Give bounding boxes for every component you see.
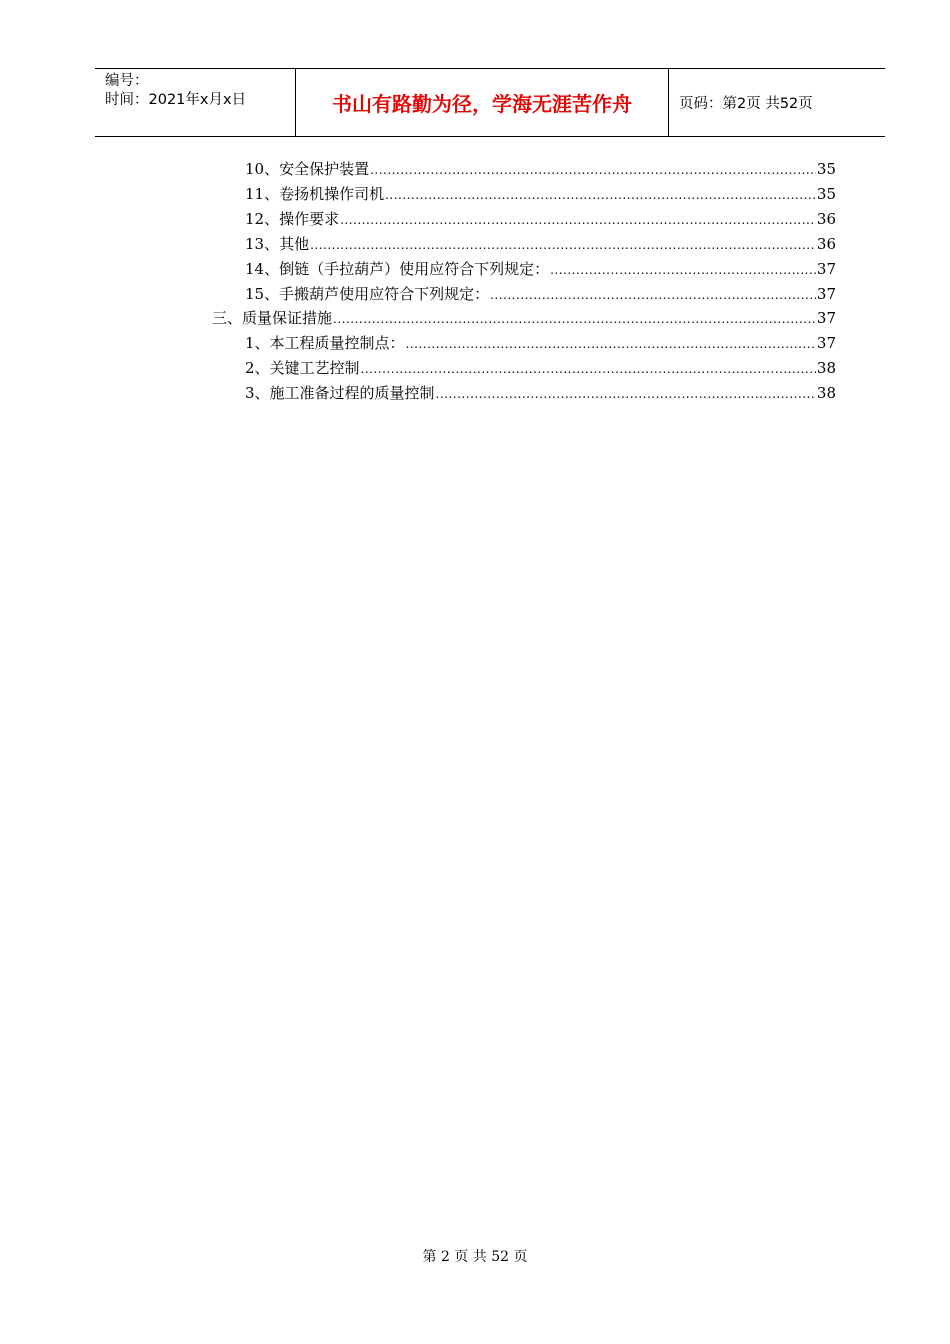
toc-entry-page: 38 [816, 384, 836, 403]
page-header [95, 68, 885, 137]
toc-leader-dots [361, 358, 816, 380]
toc-entry[interactable] [245, 208, 836, 230]
toc-entry-label: 1、本工程质量控制点： [245, 334, 405, 353]
toc-entry-page: 36 [816, 209, 836, 228]
toc-entry[interactable] [245, 382, 836, 404]
toc-entry[interactable] [212, 307, 836, 329]
header-meta-cell [95, 69, 296, 136]
toc-entry-label: 2、关键工艺控制 [245, 359, 360, 378]
header-page-cell [669, 69, 885, 136]
toc-leader-dots [340, 209, 816, 231]
toc-entry-label: 14、倒链（手拉葫芦）使用应符合下列规定： [245, 259, 550, 278]
footer-page-number: 第 2 页 共 52 页 [422, 1249, 528, 1265]
toc-entry-page: 38 [816, 359, 836, 378]
toc-leader-dots [436, 383, 816, 405]
toc-entry-label: 三、质量保证措施 [212, 309, 333, 328]
toc-entry[interactable] [245, 357, 836, 379]
toc-leader-dots [490, 284, 816, 306]
toc-entry-label: 3、施工准备过程的质量控制 [245, 384, 435, 403]
toc-entry[interactable] [245, 233, 836, 255]
toc-entry-page: 36 [816, 234, 836, 253]
header-motto: 书山有路勤为径，学海无涯苦作舟 [332, 92, 632, 116]
toc-entry-label: 11、卷扬机操作司机 [245, 184, 385, 203]
toc-entry[interactable] [245, 183, 836, 205]
toc-entry-page: 37 [816, 334, 836, 353]
header-page-info: 页码：第2页 共52页 [679, 96, 813, 112]
toc-entry-page: 37 [816, 309, 836, 328]
serial-number-label: 编号： [105, 73, 149, 89]
toc-entry-page: 37 [816, 284, 836, 303]
toc-leader-dots [385, 184, 816, 206]
toc-leader-dots [370, 159, 816, 181]
toc-entry[interactable] [245, 332, 836, 354]
toc-entry[interactable] [245, 283, 836, 305]
toc-entry-label: 12、操作要求 [245, 209, 340, 228]
toc-entry-label: 10、安全保护装置 [245, 160, 370, 178]
toc-entry-label: 15、手搬葫芦使用应符合下列规定： [245, 284, 490, 303]
toc-entry[interactable] [245, 258, 836, 280]
toc-leader-dots [550, 259, 816, 281]
toc-leader-dots [406, 333, 816, 355]
toc-leader-dots [310, 234, 816, 256]
time-label: 时间：2021年x月x日 [105, 92, 247, 108]
toc-entry-page: 35 [816, 160, 836, 178]
toc-entry-label: 13、其他 [245, 234, 310, 253]
toc-entry-page: 35 [816, 184, 836, 203]
header-motto-cell [296, 69, 669, 136]
toc-entry-page: 37 [816, 259, 836, 278]
toc-entry[interactable] [245, 158, 836, 180]
page-footer [0, 1246, 950, 1266]
toc-leader-dots [333, 308, 816, 330]
